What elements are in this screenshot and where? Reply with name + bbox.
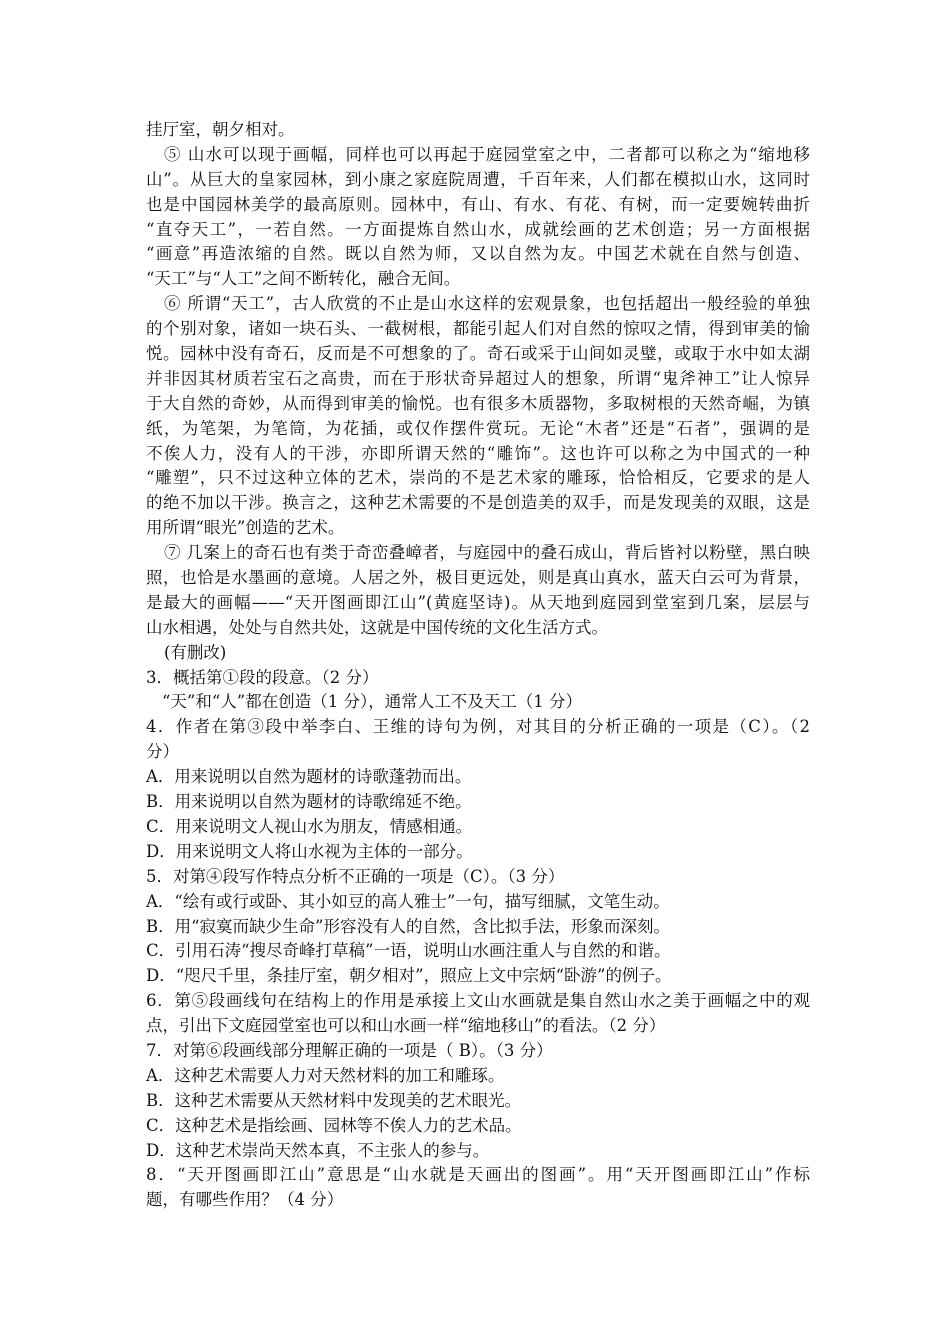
option: B．用“寂寞而缺少生命”形容没有人的自然，含比拟手法，形象而深刻。 bbox=[146, 916, 670, 936]
text-line: “直夺天工”，一若自然。一方面提炼自然山水，成就绘画的艺术创造；另一方面根据 bbox=[146, 219, 810, 239]
text-line: 照，也恰是水墨画的意境。人居之外，极目更远处，则是真山真水，蓝天白云可为背景， bbox=[146, 568, 810, 588]
document-page bbox=[146, 118, 810, 1213]
text-line: “画意”再造浓缩的自然。既以自然为师，又以自然为友。中国艺术就在自然与创造、 bbox=[146, 244, 810, 264]
question-text: 8．“天开图画即江山”意思是“山水就是天画出的图画”。用“天开图画即江山”作标 bbox=[146, 1165, 810, 1185]
question-text: 5．对第④段写作特点分析不正确的一项是（C）。（3 分） bbox=[146, 866, 565, 886]
paragraph-7 bbox=[146, 541, 810, 641]
text-line: 用所谓“眼光”创造的艺术。 bbox=[146, 518, 345, 538]
paragraph-5 bbox=[146, 143, 810, 292]
text-line: “天工”与“人工”之间不断转化，融合无间。 bbox=[146, 269, 461, 289]
option: A．用来说明以自然为题材的诗歌蓬勃而出。 bbox=[146, 767, 472, 787]
option: D．这种艺术崇尚天然本真，不主张人的参与。 bbox=[146, 1140, 490, 1160]
answer-text: “天”和“人”都在创造（1 分），通常人工不及天工（1 分） bbox=[162, 692, 582, 712]
text-line: 悦。园林中没有奇石，反而是不可想象的了。奇石或采于山间如灵璧，或取于水中如太湖 bbox=[146, 344, 810, 364]
option: B．这种艺术需要从天然材料中发现美的艺术眼光。 bbox=[146, 1090, 522, 1110]
question-3 bbox=[146, 666, 810, 716]
text-line: 也是中国园林美学的最高原则。园林中，有山、有水、有花、有树，而一定要婉转曲折 bbox=[146, 194, 810, 214]
option: A．这种艺术需要人力对天然材料的加工和雕琢。 bbox=[146, 1065, 505, 1085]
source-note: (有删改) bbox=[164, 642, 227, 662]
text-line: ⑤ 山水可以现于画幅，同样也可以再起于庭园堂室之中，二者都可以称之为“缩地移 bbox=[164, 144, 810, 164]
question-text: 点，引出下文庭园堂室也可以和山水画一样“缩地移山”的看法。（2 分） bbox=[146, 1016, 666, 1036]
question-text: 3．概括第①段的段意。（2 分） bbox=[146, 667, 379, 687]
text-line: 的绝不加以干涉。换言之，这种艺术需要的不是创造美的双手，而是发现美的双眼，这是 bbox=[146, 493, 810, 513]
question-8 bbox=[146, 1163, 810, 1213]
option: C．用来说明文人视山水为朋友，情感相通。 bbox=[146, 816, 473, 836]
option: A．“绘有或行或卧、其小如豆的高人雅士”一句，描写细腻，文笔生动。 bbox=[146, 891, 670, 911]
text-line: 并非因其材质若宝石之高贵，而在于形状奇异超过人的想象，所谓“鬼斧神工”让人惊异 bbox=[146, 368, 810, 388]
text-line: ⑥ 所谓“天工”，古人欣赏的不止是山水这样的宏观景象，也包括超出一般经验的单独 bbox=[164, 294, 810, 314]
paragraph-6 bbox=[146, 292, 810, 541]
question-5 bbox=[146, 865, 810, 989]
text-line: 山水相遇，处处与自然共处，这就是中国传统的文化生活方式。 bbox=[146, 617, 608, 637]
text-line: ⑦ 几案上的奇石也有类于奇峦叠嶂者，与庭园中的叠石成山，背后皆衬以粉壁，黑白映 bbox=[164, 543, 810, 563]
option: C．引用石涛“搜尽奇峰打草稿”一语，说明山水画注重人与自然的和谐。 bbox=[146, 941, 671, 961]
option: C．这种艺术是指绘画、园林等不俟人力的艺术品。 bbox=[146, 1115, 522, 1135]
question-text: 分） bbox=[146, 742, 179, 762]
question-text: 4．作者在第③段中举李白、王维的诗句为例，对其目的分析正确的一项是（C）。（2 bbox=[146, 717, 810, 737]
option: B．用来说明以自然为题材的诗歌绵延不绝。 bbox=[146, 792, 472, 812]
text-line: 于大自然的奇妙，从而得到审美的愉悦。也有很多木质器物，多取树根的天然奇崛，为镇 bbox=[146, 393, 810, 413]
text-line: 山”。从巨大的皇家园林，到小康之家庭院周遭，千百年来，人们都在模拟山水，这同时 bbox=[146, 169, 810, 189]
question-6 bbox=[146, 989, 810, 1039]
question-text: 7．对第⑥段画线部分理解正确的一项是（ B）。（3 分） bbox=[146, 1040, 553, 1060]
paragraph-4-end: 挂厅室，朝夕相对。 bbox=[146, 120, 295, 139]
question-7 bbox=[146, 1039, 810, 1163]
question-text: 6．第⑤段画线句在结构上的作用是承接上文山水画就是集自然山水之美于画幅之中的观 bbox=[146, 991, 810, 1011]
question-text: 题，有哪些作用？（4 分） bbox=[146, 1190, 344, 1210]
question-4 bbox=[146, 715, 810, 864]
text-line: 是最大的画幅——“天开图画即江山”(黄庭坚诗)。从天地到庭园到堂室到几案，层层与 bbox=[146, 592, 810, 612]
text-line: 纸，为笔架，为笔筒，为花插，或仅作摆件赏玩。无论“木者”还是“石者”，强调的是 bbox=[146, 418, 810, 438]
text-line: 的个别对象，诸如一块石头、一截树根，都能引起人们对自然的惊叹之情，得到审美的愉 bbox=[146, 319, 810, 339]
option: D．“咫尺千里，条挂厅室，朝夕相对”，照应上文中宗炳“卧游”的例子。 bbox=[146, 966, 672, 986]
text-line: 不俟人力，没有人的干涉，亦即所谓天然的“雕饰”。这也许可以称之为中国式的一种 bbox=[146, 443, 810, 463]
option: D．用来说明文人将山水视为主体的一部分。 bbox=[146, 841, 473, 861]
text-line: “雕塑”，只不过这种立体的艺术，崇尚的不是艺术家的雕琢，恰恰相反，它要求的是人 bbox=[146, 468, 810, 488]
